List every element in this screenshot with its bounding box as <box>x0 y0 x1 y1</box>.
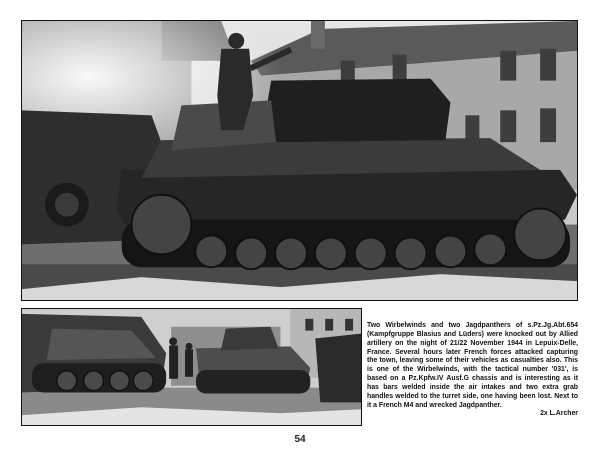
jagdpanther-m4-photo <box>21 308 362 426</box>
jagdpanther-m4-photo-image <box>22 309 361 425</box>
photo-credit: 2x L.Archer <box>540 410 578 418</box>
caption-text: Two Wirbelwinds and two Jagdpanthers of s.Pz.Jg.Abt.654 (Kampfgruppe Blasius and Lüders) were knocked out by Allied artillery on the night of 21/22 November 1944 in Lepuix-Delle, France. Several hours later French forces attacked capturing the town, leaving some of their vehicles as casualties also. This is one of the Wirbelwinds, with the tactical number '031', is based on a Pz.Kpfw.IV Ausf.G chassis and is interesting as it has bars welded inside the air intakes and two extra grab handles welded to the turret side, one having been lost. Next to it a French M4 and wrecked Jagdpanther. <box>367 322 578 409</box>
wirbelwind-photo <box>21 20 578 301</box>
page-number: 54 <box>294 434 306 445</box>
photo-caption <box>367 322 578 419</box>
wirbelwind-photo-image <box>22 21 577 300</box>
